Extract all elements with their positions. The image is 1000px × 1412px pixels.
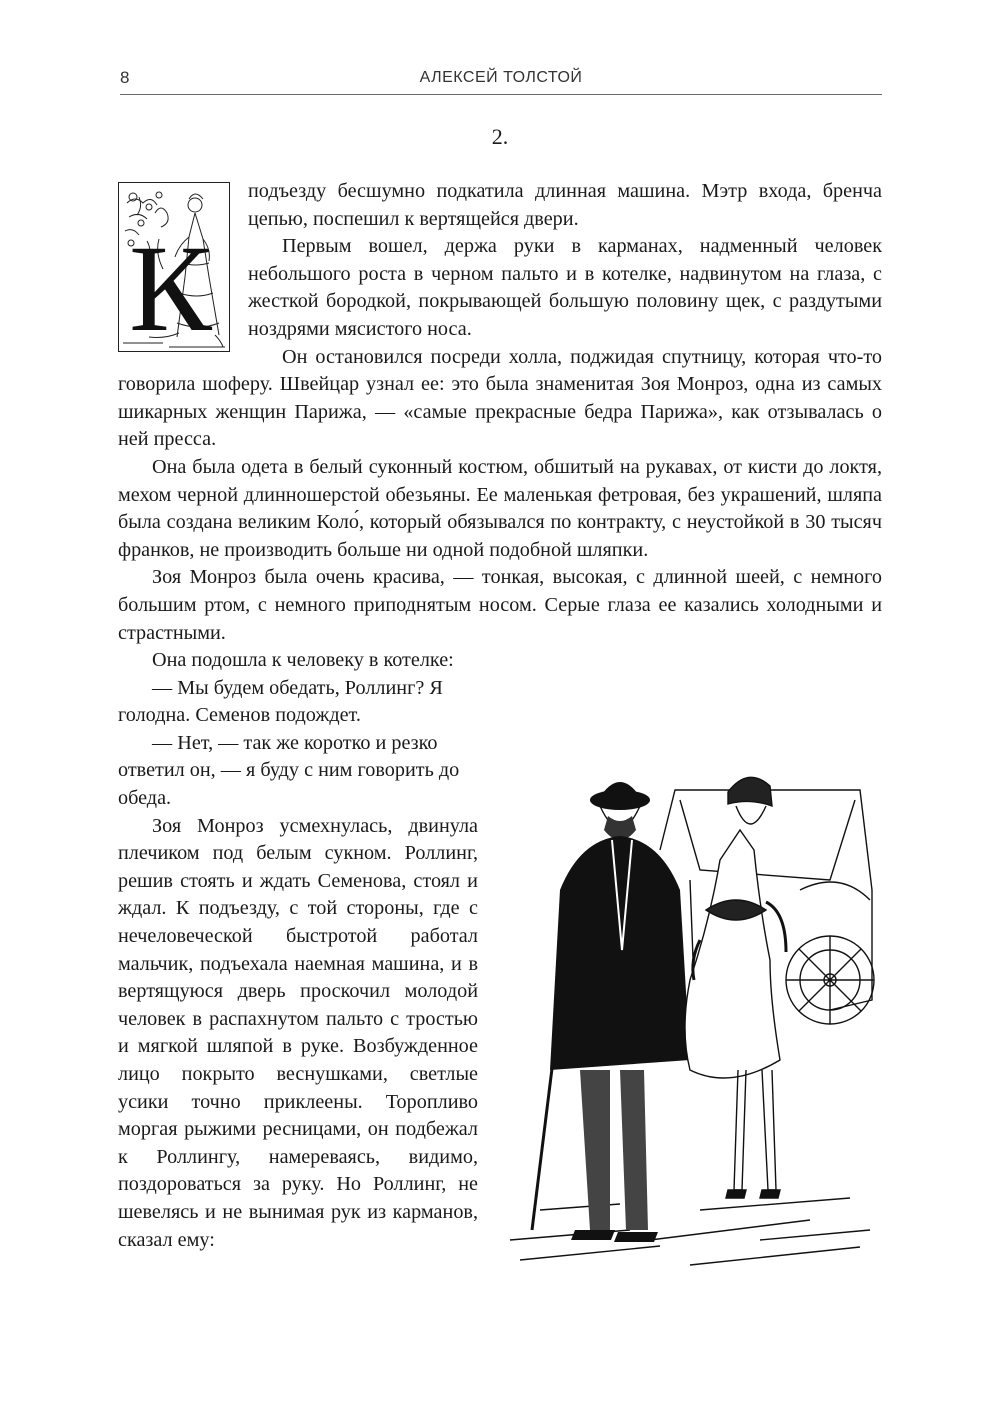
running-title: АЛЕКСЕЙ ТОЛСТОЙ (419, 69, 583, 86)
rolling-and-zoya-illustration-icon (500, 770, 885, 1280)
paragraph-1: подъезду бесшумно подкатила длинная машина. Мэтр входа, бренча цепью, поспешил к вертящейся двери. (248, 180, 882, 230)
drop-cap-letter: К (129, 220, 212, 357)
drop-cap (118, 182, 230, 357)
illustration (500, 770, 885, 1280)
paragraph-5: Зоя Монроз была очень красива, — тонкая, высокая, с длинной шеей, с немного большим ртом, с немного приподнятым носом. Серые глаза ее казались холодными и страстными. (118, 566, 882, 644)
man-figure-icon (532, 782, 690, 1242)
chapter-number: 2. (491, 124, 509, 149)
running-header (120, 68, 882, 95)
narrow-column (118, 647, 478, 1254)
dialog-line-2: — Нет, — так же коротко и резко ответил он, — я буду с ним говорить до обеда. (118, 731, 460, 810)
woman-figure-icon (685, 777, 786, 1198)
paragraph-7: Зоя Монроз усмехнулась, двинула плечиком под белым сукном. Роллинг, решив стоять и ждать Семенова, стоял и ждал. К подъезду, с той стороны, где с нечеловеческой быстротой работал мальчик, подъехала наемная машина, и в вертящуюся дверь проскочил молодой человек в распахнутом пальто с тростью и мягкой шляпой в руке. Возбужденное лицо покрыто веснушками, светлые усики точно приклеены. Торопливо моргая рыжими ресницами, он подбежал к Роллингу, намереваясь, видимо, поздороваться за руку. Но Роллинг, не шевелясь и не вынимая рук из карманов, сказал ему: (118, 814, 478, 1251)
paragraph-2: Первым вошел, держа руки в карманах, надменный человек небольшого роста в черном пальто и в котелке, надвинутом на глаза, с жесткой бородкой, покрывающей большую половину щек, с раздутыми ноздрями мясистого носа. (248, 235, 882, 340)
paragraph-6: Она подошла к человеку в котелке: (152, 649, 454, 672)
paragraph-3: Он остановился посреди холла, поджидая спутницу, которая что-то говорила шоферу. Швейцар узнал ее: это была знаменитая Зоя Монроз, одна из самых шикарных женщин Парижа, — «самые прекрасные бедра Парижа», как отзывалась о ней пресса. (118, 345, 882, 451)
paragraph-4: Она была одета в белый суконный костюм, обшитый на рукавах, от кисти до локтя, мехом черной длинношерстой обезьяны. Ее маленькая фетровая, без украшений, шляпа была создана великим Коло́, который обязывался по контракту, с неустойкой в 30 тысяч франков, не производить больше ни одной подобной шляпки. (118, 455, 882, 561)
dialog-line-1: — Мы будем обедать, Роллинг? Я голодна. Семенов подождет. (118, 676, 443, 727)
page-number: 8 (120, 68, 130, 87)
